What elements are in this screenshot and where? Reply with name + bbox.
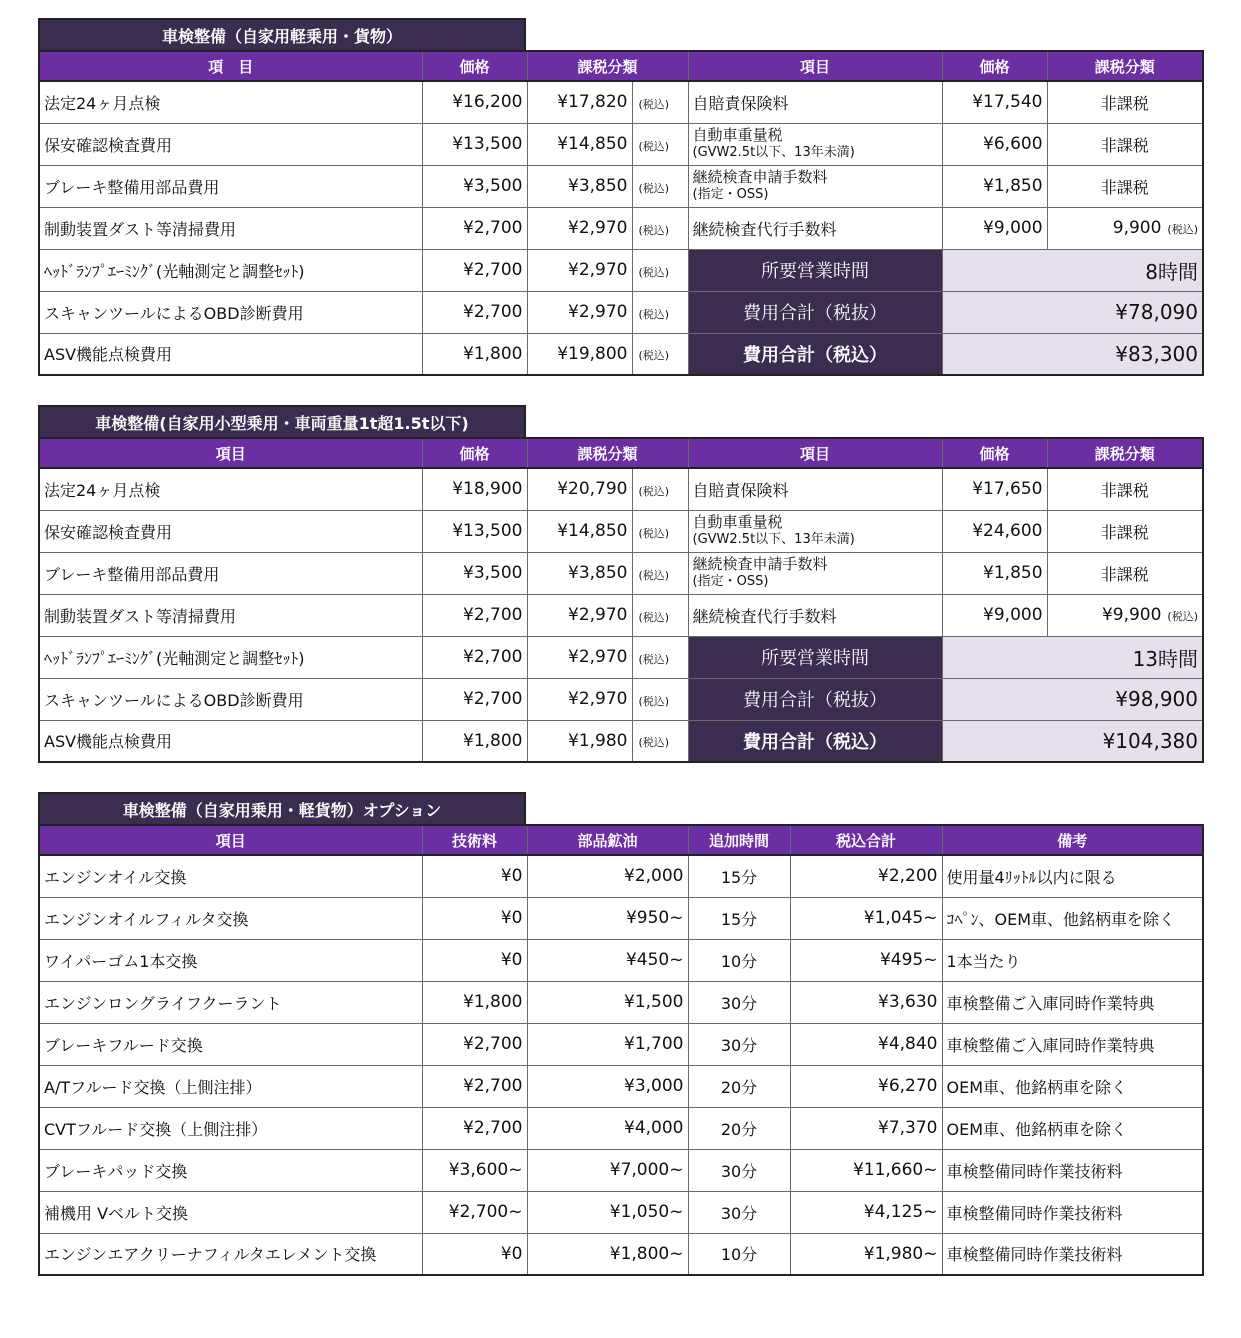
col-tax-right: 課税分類 (1047, 438, 1203, 468)
item-name: 法定24ヶ月点検 (39, 81, 422, 123)
total-price: ¥1,980~ (790, 1233, 942, 1275)
added-time: 30分 (688, 1149, 790, 1191)
table-row (39, 249, 1203, 291)
tax-label: (税込) (638, 694, 670, 708)
summary-label: 費用合計（税込） (688, 333, 942, 375)
parts-fee: ¥950~ (527, 897, 688, 939)
total-price: ¥4,125~ (790, 1191, 942, 1233)
item-name-right: 継続検査申請手数料 (指定・OSS) (688, 552, 942, 594)
item-price-right: ¥17,650 (942, 468, 1047, 510)
item-name: ASV機能点検費用 (39, 720, 422, 762)
note: 車検整備ご入庫同時作業特典 (942, 981, 1203, 1023)
col-total: 税込合計 (790, 825, 942, 855)
table-row (39, 165, 1203, 207)
table-row (39, 123, 1203, 165)
table-row (39, 1023, 1203, 1065)
item-name-right: 継続検査代行手数料 (688, 207, 942, 249)
tax-label: (税込) (638, 349, 670, 363)
parts-fee: ¥3,000 (527, 1065, 688, 1107)
added-time: 30分 (688, 1191, 790, 1233)
col-item: 項 目 (39, 51, 422, 81)
tech-fee: ¥3,600~ (422, 1149, 527, 1191)
col-tax: 課税分類 (527, 438, 688, 468)
tech-fee: ¥2,700 (422, 1023, 527, 1065)
parts-fee: ¥1,050~ (527, 1191, 688, 1233)
item-name: 補機用 Vベルト交換 (39, 1191, 422, 1233)
table-header (39, 51, 1203, 81)
item-price-right: ¥6,600 (942, 123, 1047, 165)
col-item-right: 項目 (688, 438, 942, 468)
item-name: スキャンツールによるOBD診断費用 (39, 291, 422, 333)
item-tax-price: ¥3,850 (527, 552, 632, 594)
col-item: 項目 (39, 438, 422, 468)
item-name: 法定24ヶ月点検 (39, 468, 422, 510)
item-tax-price: ¥20,790 (527, 468, 632, 510)
tax-class: 非課税 (1047, 81, 1203, 123)
table-row (39, 81, 1203, 123)
summary-value: ¥104,380 (942, 720, 1203, 762)
item-price: ¥2,700 (422, 594, 527, 636)
parts-fee: ¥4,000 (527, 1107, 688, 1149)
tech-fee: ¥0 (422, 855, 527, 897)
table-row (39, 1191, 1203, 1233)
item-price: ¥2,700 (422, 636, 527, 678)
tech-fee: ¥0 (422, 1233, 527, 1275)
summary-label: 費用合計（税抜） (688, 678, 942, 720)
note: 車検整備同時作業技術料 (942, 1149, 1203, 1191)
item-name-right: 自賠責保険料 (688, 81, 942, 123)
item-price-right: ¥1,850 (942, 552, 1047, 594)
tax-label: (税込) (638, 652, 670, 666)
tax-label: (税込) (638, 139, 670, 153)
item-name: スキャンツールによるOBD診断費用 (39, 678, 422, 720)
item-name-right: 自動車重量税 (GVW2.5t以下、13年未満) (688, 510, 942, 552)
table-row (39, 594, 1203, 636)
item-name-right: 継続検査申請手数料 (指定・OSS) (688, 165, 942, 207)
summary-label: 所要営業時間 (688, 249, 942, 291)
total-price: ¥6,270 (790, 1065, 942, 1107)
total-price: ¥3,630 (790, 981, 942, 1023)
table-row (39, 1233, 1203, 1275)
item-name: ワイパーゴム1本交換 (39, 939, 422, 981)
tech-fee: ¥2,700~ (422, 1191, 527, 1233)
item-price: ¥13,500 (422, 510, 527, 552)
summary-value: 8時間 (942, 249, 1203, 291)
item-price: ¥1,800 (422, 720, 527, 762)
item-price: ¥3,500 (422, 552, 527, 594)
added-time: 20分 (688, 1107, 790, 1149)
table-row (39, 855, 1203, 897)
table-row (39, 678, 1203, 720)
added-time: 15分 (688, 855, 790, 897)
table-row (39, 1107, 1203, 1149)
item-tax-price: ¥19,800 (527, 333, 632, 375)
col-price: 価格 (422, 51, 527, 81)
tax-label: (税込) (638, 526, 670, 540)
item-tax-price: ¥2,970 (527, 636, 632, 678)
item-name: ﾍｯﾄﾞﾗﾝﾌﾟｴｰﾐﾝｸﾞ(光軸測定と調整ｾｯﾄ) (39, 636, 422, 678)
item-price: ¥2,700 (422, 678, 527, 720)
tech-fee: ¥0 (422, 897, 527, 939)
item-price: ¥18,900 (422, 468, 527, 510)
item-name: 制動装置ダスト等清掃費用 (39, 207, 422, 249)
parts-fee: ¥450~ (527, 939, 688, 981)
total-price: ¥495~ (790, 939, 942, 981)
tax-class: 非課税 (1047, 165, 1203, 207)
section-title: 車検整備（自家用乗用・軽貨物）オプション (38, 792, 526, 824)
col-tax: 課税分類 (527, 51, 688, 81)
options-table (38, 824, 1204, 1276)
item-price: ¥2,700 (422, 291, 527, 333)
item-price: ¥2,700 (422, 249, 527, 291)
table-row (39, 897, 1203, 939)
col-price-right: 価格 (942, 438, 1047, 468)
summary-label: 費用合計（税抜） (688, 291, 942, 333)
note: 使用量4ﾘｯﾄﾙ以内に限る (942, 855, 1203, 897)
tax-label: (税込) (638, 484, 670, 498)
item-name: A/Tフルード交換（上側注排） (39, 1065, 422, 1107)
item-name: エンジンエアクリーナフィルタエレメント交換 (39, 1233, 422, 1275)
total-price: ¥4,840 (790, 1023, 942, 1065)
item-tax-price: ¥2,970 (527, 678, 632, 720)
item-tax-price: ¥2,970 (527, 249, 632, 291)
table-row (39, 468, 1203, 510)
note: OEM車、他銘柄車を除く (942, 1107, 1203, 1149)
total-price: ¥11,660~ (790, 1149, 942, 1191)
item-name: ASV機能点検費用 (39, 333, 422, 375)
item-name-right: 自動車重量税 (GVW2.5t以下、13年未満) (688, 123, 942, 165)
table-row (39, 939, 1203, 981)
item-tax-price: ¥17,820 (527, 81, 632, 123)
price-table (38, 437, 1204, 763)
price-table (38, 50, 1204, 376)
note: ｺﾍﾟﾝ、OEM車、他銘柄車を除く (942, 897, 1203, 939)
item-name-right: 継続検査代行手数料 (688, 594, 942, 636)
item-price-right: ¥17,540 (942, 81, 1047, 123)
summary-label: 費用合計（税込） (688, 720, 942, 762)
item-price-right: ¥24,600 (942, 510, 1047, 552)
added-time: 20分 (688, 1065, 790, 1107)
parts-fee: ¥1,500 (527, 981, 688, 1023)
table-row (39, 510, 1203, 552)
table-row (39, 1149, 1203, 1191)
tech-fee: ¥2,700 (422, 1107, 527, 1149)
note: OEM車、他銘柄車を除く (942, 1065, 1203, 1107)
item-tax-price: ¥2,970 (527, 594, 632, 636)
item-tax-price: ¥1,980 (527, 720, 632, 762)
item-name: 保安確認検査費用 (39, 510, 422, 552)
added-time: 30分 (688, 1023, 790, 1065)
parts-fee: ¥1,700 (527, 1023, 688, 1065)
tech-fee: ¥2,700 (422, 1065, 527, 1107)
tax-label: (税込) (638, 736, 670, 750)
col-price-right: 価格 (942, 51, 1047, 81)
item-tax-price: ¥3,850 (527, 165, 632, 207)
item-price: ¥1,800 (422, 333, 527, 375)
col-time: 追加時間 (688, 825, 790, 855)
total-price: ¥1,045~ (790, 897, 942, 939)
item-name: ブレーキパッド交換 (39, 1149, 422, 1191)
col-tech-fee: 技術料 (422, 825, 527, 855)
col-price: 価格 (422, 438, 527, 468)
parts-fee: ¥7,000~ (527, 1149, 688, 1191)
col-item-right: 項目 (688, 51, 942, 81)
table-row (39, 207, 1203, 249)
summary-label: 所要営業時間 (688, 636, 942, 678)
tech-fee: ¥0 (422, 939, 527, 981)
tax-label: (税込) (638, 181, 670, 195)
section-title: 車検整備(自家用小型乗用・車両重量1t超1.5t以下) (38, 405, 526, 437)
tax-label: (税込) (638, 223, 670, 237)
item-name: エンジンオイルフィルタ交換 (39, 897, 422, 939)
tax-label: (税込) (638, 610, 670, 624)
item-name: ﾍｯﾄﾞﾗﾝﾌﾟｴｰﾐﾝｸﾞ(光軸測定と調整ｾｯﾄ) (39, 249, 422, 291)
tax-class: 非課税 (1047, 123, 1203, 165)
parts-fee: ¥1,800~ (527, 1233, 688, 1275)
tax-class: 非課税 (1047, 552, 1203, 594)
note: 車検整備同時作業技術料 (942, 1191, 1203, 1233)
added-time: 30分 (688, 981, 790, 1023)
table-row (39, 291, 1203, 333)
table-header (39, 825, 1203, 855)
item-name: CVTフルード交換（上側注排） (39, 1107, 422, 1149)
item-price: ¥2,700 (422, 207, 527, 249)
summary-value: ¥83,300 (942, 333, 1203, 375)
summary-value: ¥98,900 (942, 678, 1203, 720)
summary-value: ¥78,090 (942, 291, 1203, 333)
table-row (39, 720, 1203, 762)
table-row (39, 636, 1203, 678)
total-price: ¥2,200 (790, 855, 942, 897)
added-time: 15分 (688, 897, 790, 939)
item-name: ブレーキ整備用部品費用 (39, 165, 422, 207)
table-row (39, 981, 1203, 1023)
total-price: ¥7,370 (790, 1107, 942, 1149)
added-time: 10分 (688, 1233, 790, 1275)
tax-label: (税込) (638, 265, 670, 279)
tax-label: (税込) (638, 568, 670, 582)
item-name: 制動装置ダスト等清掃費用 (39, 594, 422, 636)
tech-fee: ¥1,800 (422, 981, 527, 1023)
tax-label: (税込) (638, 307, 670, 321)
item-tax-price: ¥2,970 (527, 207, 632, 249)
item-price-right: ¥9,000 (942, 207, 1047, 249)
item-name: ブレーキ整備用部品費用 (39, 552, 422, 594)
table-row (39, 333, 1203, 375)
table-row (39, 1065, 1203, 1107)
item-price: ¥3,500 (422, 165, 527, 207)
tax-class: ¥9,900 (税込) (1047, 594, 1203, 636)
table-row (39, 552, 1203, 594)
note: 車検整備同時作業技術料 (942, 1233, 1203, 1275)
item-name: ブレーキフルード交換 (39, 1023, 422, 1065)
tax-class: 非課税 (1047, 510, 1203, 552)
col-note: 備考 (942, 825, 1203, 855)
note: 1本当たり (942, 939, 1203, 981)
col-item: 項目 (39, 825, 422, 855)
parts-fee: ¥2,000 (527, 855, 688, 897)
table-header (39, 438, 1203, 468)
section-title: 車検整備（自家用軽乗用・貨物） (38, 18, 526, 50)
item-price: ¥16,200 (422, 81, 527, 123)
col-parts: 部品鉱油 (527, 825, 688, 855)
col-tax-right: 課税分類 (1047, 51, 1203, 81)
tax-class: 9,900 (税込) (1047, 207, 1203, 249)
item-price-right: ¥9,000 (942, 594, 1047, 636)
item-tax-price: ¥14,850 (527, 510, 632, 552)
item-name: 保安確認検査費用 (39, 123, 422, 165)
item-tax-price: ¥2,970 (527, 291, 632, 333)
summary-value: 13時間 (942, 636, 1203, 678)
item-price: ¥13,500 (422, 123, 527, 165)
item-name: エンジンオイル交換 (39, 855, 422, 897)
item-name: エンジンロングライフクーラント (39, 981, 422, 1023)
added-time: 10分 (688, 939, 790, 981)
item-tax-price: ¥14,850 (527, 123, 632, 165)
tax-label: (税込) (638, 97, 670, 111)
item-name-right: 自賠責保険料 (688, 468, 942, 510)
tax-class: 非課税 (1047, 468, 1203, 510)
item-price-right: ¥1,850 (942, 165, 1047, 207)
note: 車検整備ご入庫同時作業特典 (942, 1023, 1203, 1065)
